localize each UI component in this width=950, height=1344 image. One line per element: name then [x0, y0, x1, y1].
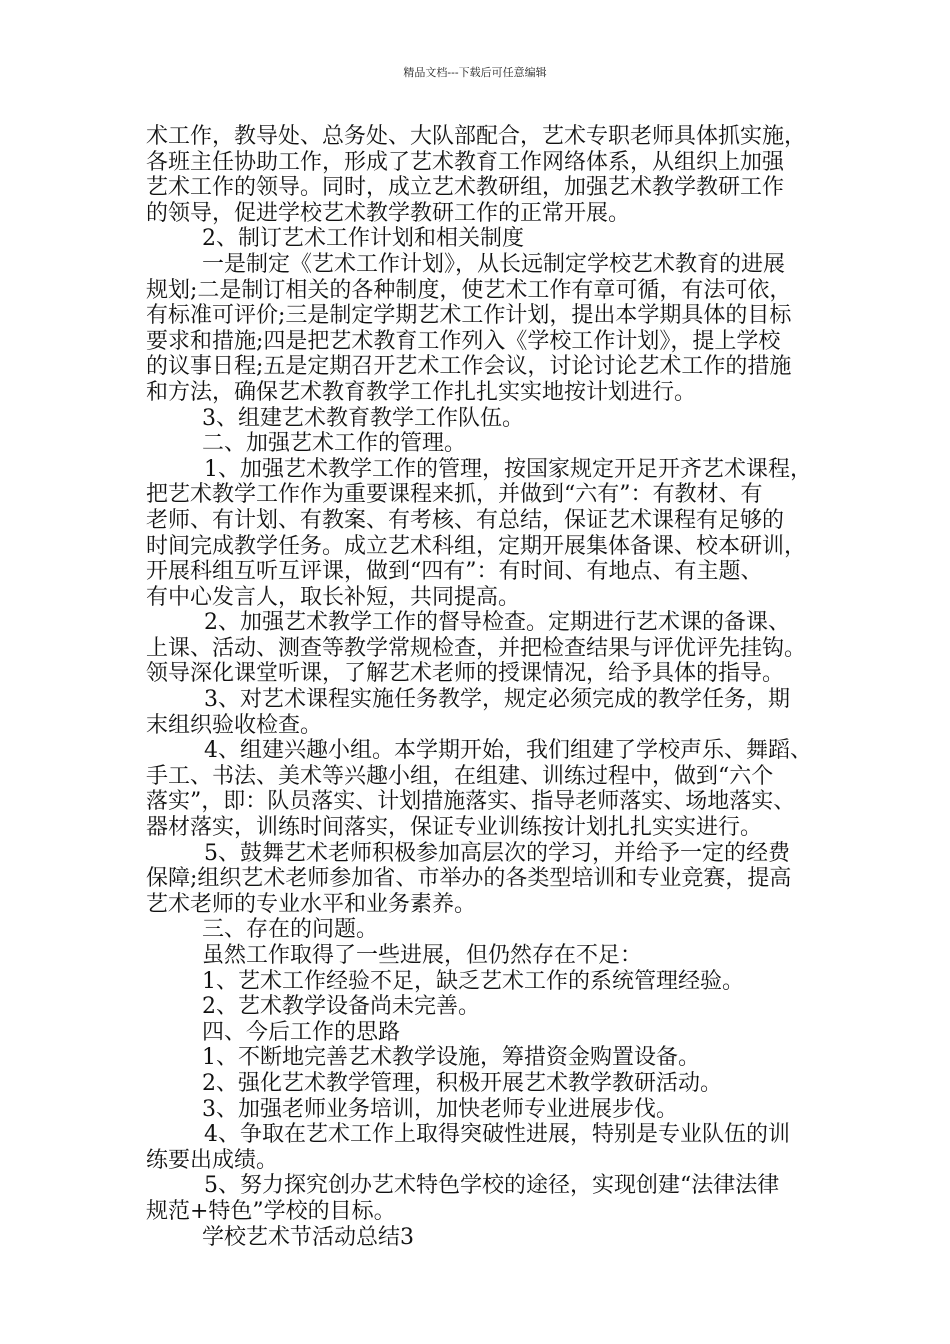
- text-line: 2、强化艺术教学管理，积极开展艺术教学教研活动。: [202, 1070, 722, 1096]
- text-line: 一是制定《艺术工作计划》，从长远制定学校艺术教育的进展: [202, 251, 786, 277]
- text-line: 有标准可评价;三是制定学期艺术工作计划，提出本学期具体的目标: [146, 303, 792, 329]
- text-line: 3、加强老师业务培训，加快老师专业进展步伐。: [202, 1096, 678, 1122]
- text-line: 学校艺术节活动总结3: [202, 1224, 414, 1250]
- text-line: 把艺术教学工作作为重要课程来抓，并做到“六有”：有教材、有: [146, 482, 763, 508]
- text-line: 器材落实，训练时间落实，保证专业训练按计划扎扎实实进行。: [146, 815, 763, 841]
- text-line: 5、努力探究创办艺术特色学校的途径，实现创建“法律法律: [204, 1173, 780, 1199]
- text-line: 老师、有计划、有教案、有考核、有总结，保证艺术课程有足够的: [146, 507, 785, 533]
- text-line: 5、鼓舞艺术老师积极参加高层次的学习，并给予一定的经费: [204, 840, 790, 866]
- text-line: 三、存在的问题。: [202, 917, 379, 943]
- text-line: 1、不断地完善艺术教学设施，筹措资金购置设备。: [202, 1045, 700, 1071]
- text-line: 开展科组互听互评课，做到“四有”：有时间、有地点、有主题、: [146, 559, 763, 585]
- text-line: 手工、书法、美术等兴趣小组，在组建、训练过程中，做到“六个: [146, 763, 774, 789]
- text-line: 各班主任协助工作，形成了艺术教育工作网络体系，从组织上加强: [146, 149, 785, 175]
- text-line: 规划;二是制订相关的各种制度，使艺术工作有章可循，有法可依，: [146, 277, 792, 303]
- text-line: 的议事日程;五是定期召开艺术工作会议，讨论讨论艺术工作的措施: [146, 354, 792, 380]
- text-line: 落实”，即：队员落实、计划措施落实、指导老师落实、场地落实、: [146, 789, 796, 815]
- text-line: 上课、活动、测查等教学常规检查，并把检查结果与评优评先挂钩。: [146, 635, 807, 661]
- text-line: 领导深化课堂听课，了解艺术老师的授课情况，给予具体的指导。: [146, 661, 785, 687]
- document-body: [146, 124, 826, 1250]
- text-line: 有中心发言人，取长补短，共同提高。: [146, 584, 521, 610]
- text-line: 虽然工作取得了一些进展，但仍然存在不足：: [202, 943, 643, 968]
- text-line: 1、艺术工作经验不足，缺乏艺术工作的系统管理经验。: [202, 968, 744, 994]
- text-line: 要求和措施;四是把艺术教育工作列入《学校工作计划》，提上学校: [146, 328, 781, 354]
- text-line: 末组织验收检查。: [146, 712, 323, 738]
- text-line: 4、组建兴趣小组。本学期开始，我们组建了学校声乐、舞蹈、: [204, 738, 812, 764]
- text-line: 3、组建艺术教育教学工作队伍。: [202, 405, 524, 431]
- text-line: 艺术老师的专业水平和业务素养。: [146, 891, 477, 917]
- text-line: 四、今后工作的思路: [202, 1019, 401, 1045]
- text-line: 时间完成教学任务。成立艺术科组，定期开展集体备课、校本研训，: [146, 533, 807, 559]
- page-header: 精品文档---下载后可任意编辑: [403, 66, 547, 79]
- text-line: 2、制订艺术工作计划和相关制度: [202, 226, 524, 252]
- text-line: 的领导，促进学校艺术教学教研工作的正常开展。: [146, 200, 631, 226]
- text-line: 练要出成绩。: [146, 1147, 279, 1173]
- text-line: 术工作，教导处、总务处、大队部配合，艺术专职老师具体抓实施，: [146, 124, 807, 149]
- text-line: 3、对艺术课程实施任务教学，规定必须完成的教学任务，期: [204, 687, 790, 713]
- text-line: 2、加强艺术教学工作的督导检查。定期进行艺术课的备课、: [204, 610, 790, 636]
- text-line: 2、艺术教学设备尚未完善。: [202, 994, 480, 1020]
- text-line: 4、争取在艺术工作上取得突破性进展，特别是专业队伍的训: [204, 1122, 790, 1148]
- text-line: 二、加强艺术工作的管理。: [202, 431, 467, 457]
- text-line: 保障;组织艺术老师参加省、市举办的各类型培训和专业竞赛，提高: [146, 866, 792, 892]
- text-line: 规范+特色”学校的目标。: [146, 1198, 396, 1224]
- text-line: 1、加强艺术教学工作的管理，按国家规定开足开齐艺术课程，: [204, 456, 812, 482]
- text-line: 艺术工作的领导。同时，成立艺术教研组，加强艺术教学教研工作: [146, 175, 785, 201]
- text-line: 和方法，确保艺术教育教学工作扎扎实实地按计划进行。: [146, 379, 697, 405]
